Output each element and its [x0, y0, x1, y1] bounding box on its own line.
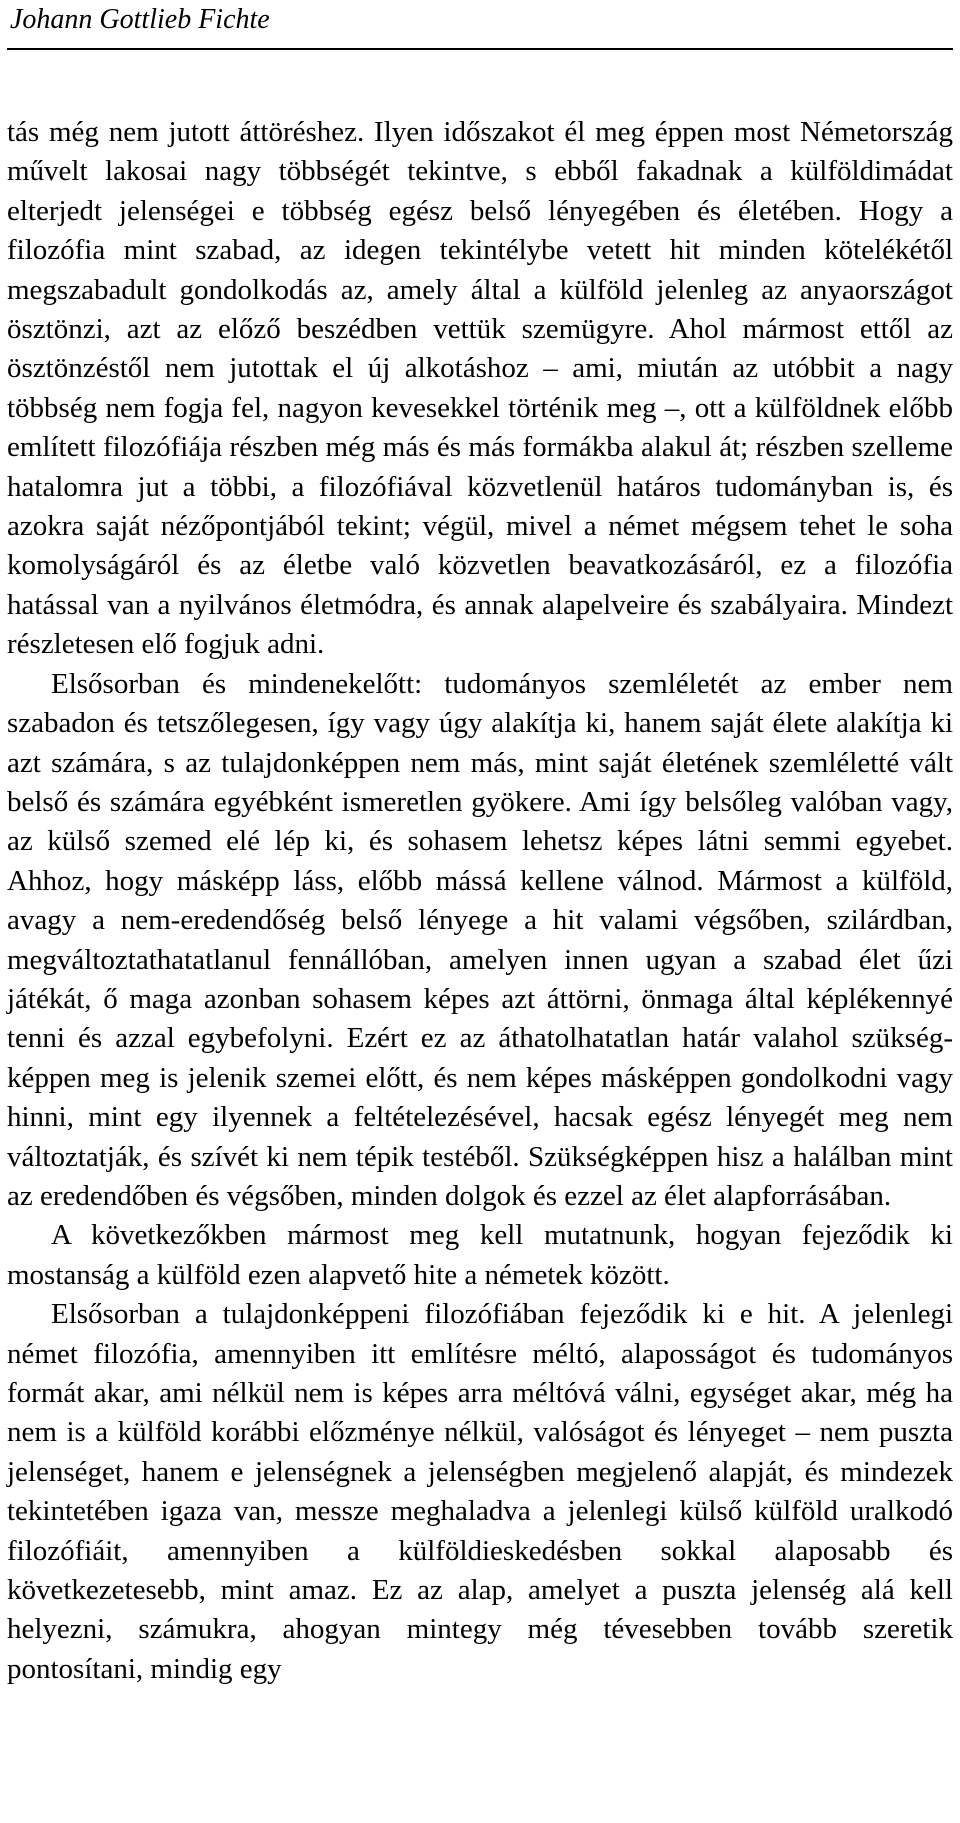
- paragraph-2: Elsősorban és mindenekelőtt: tudományos szemléletét az ember nem szabadon és tetszőlegesen, így vagy úgy alakítja ki, hanem saját élete alakítja ki azt számára, s az tulajdonképpen nem más, mint saját életének szemléletté vált belső és számára egyébként ismeretlen gyökere. Ami így belsőleg valóban vagy, az külső szemed elé lép ki, és sohasem lehetsz képes látni semmi egyebet. Ahhoz, hogy másképp láss, előbb mássá kellene válnod. Mármost a külföld, avagy a nem-eredendőség belső lényege a hit valami végsőben, szilárdban, megváltoztathatatlanul fennállóban, amelyen innen ugyan a szabad élet űzi játékát, ő maga azonban sohasem képes azt áttörni, önmaga által képlékennyé tenni és azzal egybefolyni. Ezért ez az áthatolhatatlan határ valahol szükségképpen meg is jelenik szemei előtt, és nem képes másképpen gondolkodni vagy hinni, mint egy ilyennek a feltételezésével, hacsak egész lényegét meg nem változtatják, és szívét ki nem tépik testéből. Szükségképpen hisz a halálban mint az eredendőben és végsőben, minden dolgok és ezzel az élet alapforrásában.: [7, 667, 953, 1212]
- paragraph-1: tás még nem jutott áttöréshez. Ilyen időszakot él meg éppen most Németország művelt lakosai nagy többségét tekintve, s ebből fakadnak a külföldimádat elterjedt jelenségei e többség egész belső lényegében és életében. Hogy a filozófia mint szabad, az idegen tekintélybe vetett hit minden kötelékétől megszabadult gondolkodás az, amely által a külföld jelenleg az anyaországot ösztönzi, azt az előző beszédben vettük szemügyre. Ahol mármost ettől az ösztönzéstől nem jutottak el új alkotáshoz – ami, miután az utóbbit a nagy többség nem fogja fel, nagyon kevesekkel történik meg –, ott a külföldnek előbb említett filozófiája részben még más és más formákba alakul át; részben szelleme hatalomra jut a többi, a filozófiával közvetlenül határos tudományban is, és azokra saját nézőpontjából tekint; végül, mivel a német mégsem tehet le soha komolyságáról és az életbe való közvetlen beavatkozásáról, ez a filozófia hatással van a nyilvános életmódra, és annak alapelveire és szabályaira. Mindezt részletesen elő fogjuk adni.: [7, 116, 953, 661]
- body-text: [7, 113, 953, 1689]
- paragraph-4: Elsősorban a tulajdonképpeni filozófiában fejeződik ki e hit. A jelenlegi német filozófia, amennyiben itt említésre méltó, alaposságot és tudományos formát akar, ami nélkül nem is képes arra méltóvá válni, egységet akar, még ha nem is a külföld korábbi előzménye nélkül, valóságot és lényeget – nem puszta jelenséget, hanem e jelenségnek a jelenségben megjelenő alapját, és mindezek tekintetében igaza van, messze meghaladva a jelenlegi külső külföld uralkodó filozófiáit, amennyiben a külföldieskedésben sokkal alaposabb és következetesebb, mint amaz. Ez az alap, amelyet a puszta jelenség alá kell helyezni, számukra, ahogyan mintegy még tévesebben tovább szeretik pontosítani, mindig egy: [7, 1298, 953, 1685]
- paragraph-3: A következőkben mármost meg kell mutatnunk, hogyan fejeződik ki mostanság a külföld ezen alapvető hite a németek között.: [7, 1219, 953, 1291]
- header-divider: [7, 48, 953, 50]
- book-page: [7, 0, 953, 1823]
- running-head-title: Johann Gottlieb Fichte: [10, 4, 270, 35]
